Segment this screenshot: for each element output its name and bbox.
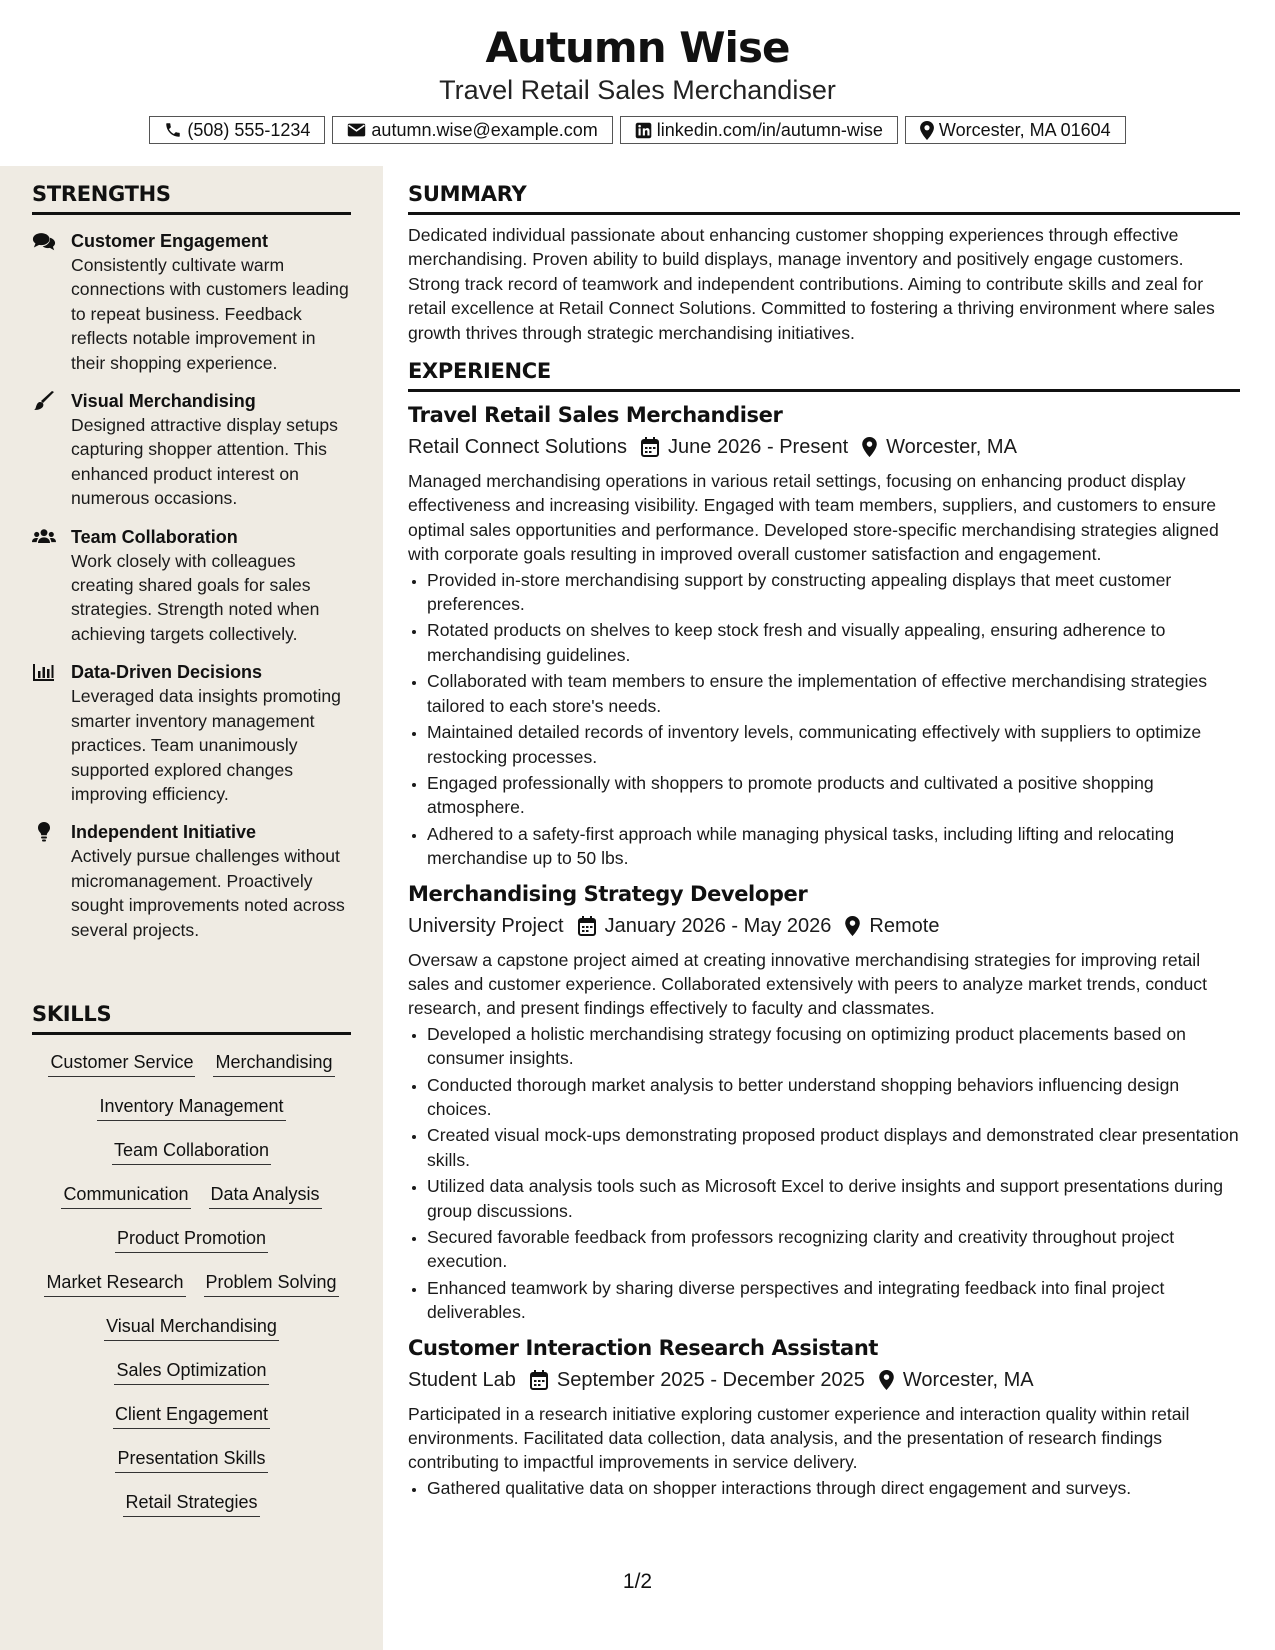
contact-location[interactable]: [905, 116, 1126, 144]
contact-bar: [0, 116, 1275, 144]
job-dates: June 2026 - Present: [668, 436, 849, 459]
job-description: Participated in a research initiative exploring customer experience and interaction quality within retail environments. Facilitated data collection, data analysis, and the presentation of research findings contributing to impactful improvements in service delivery.: [408, 1403, 1190, 1473]
candidate-name: Autumn Wise: [485, 23, 790, 72]
skill-tag: Problem Solving: [204, 1270, 339, 1297]
map-marker-icon: [920, 121, 934, 140]
calendar-icon: [641, 437, 659, 457]
skill-tag: Inventory Management: [97, 1094, 285, 1121]
contact-phone-text: (508) 555-1234: [187, 119, 311, 140]
job-bullet: • Secured favorable feedback from professors recognizing clarity and creativity throughout project execution.: [427, 1225, 1240, 1274]
job-company: Retail Connect Solutions: [408, 436, 628, 459]
strength-item: [32, 389, 351, 511]
strength-item: [32, 525, 351, 647]
sidebar: [0, 166, 383, 1650]
strength-title: Independent Initiative: [71, 822, 257, 843]
skill-tag: Customer Service: [48, 1050, 195, 1077]
skill-tag: Presentation Skills: [115, 1446, 267, 1473]
job-bullet: • Created visual mock-ups demonstrating proposed product displays and demonstrated clear presentation skills.: [427, 1123, 1240, 1172]
strength-title: Visual Merchandising: [71, 391, 256, 412]
job-title: Customer Interaction Research Assistant: [408, 1335, 879, 1360]
job-bullets: [408, 568, 1240, 871]
skills-heading: SKILLS: [32, 1002, 351, 1035]
contact-location-text: Worcester, MA 01604: [938, 119, 1111, 140]
strength-item: [32, 820, 351, 942]
skills-list: [32, 1043, 351, 1527]
skill-tag: Client Engagement: [113, 1402, 270, 1429]
skill-tag: Visual Merchandising: [104, 1314, 279, 1341]
job-entry: [408, 400, 1240, 871]
job-title: Travel Retail Sales Merchandiser: [408, 403, 783, 428]
job-description: Oversaw a capstone project aimed at creating innovative merchandising strategies for improving retail sales and customer experience. Collaborated extensively with peers to analyze market trends, conduct research, and present findings effectively to faculty and classmates.: [408, 949, 1207, 1019]
lightbulb-icon: [32, 822, 56, 842]
calendar-icon: [530, 1370, 548, 1390]
skills-section: [32, 1002, 351, 1527]
job-entry: [408, 1333, 1240, 1501]
job-company: Student Lab: [408, 1368, 516, 1391]
job-meta: [408, 911, 1240, 941]
users-icon: [32, 527, 56, 547]
contact-email[interactable]: [332, 116, 612, 144]
strength-item: [32, 660, 351, 806]
job-meta: [408, 1365, 1240, 1395]
skill-tag: Team Collaboration: [112, 1138, 271, 1165]
job-location: Remote: [869, 914, 940, 937]
job-bullet: • Utilized data analysis tools such as Microsoft Excel to derive insights and support presentations during group discussions.: [427, 1174, 1240, 1223]
job-bullet: • Maintained detailed records of inventory levels, communicating effectively with suppliers to optimize restocking processes.: [427, 720, 1240, 769]
summary-heading: SUMMARY: [408, 182, 1240, 215]
strength-description: Actively pursue challenges without micromanagement. Proactively sought improvements noted across several projects.: [71, 846, 345, 940]
job-bullet: • Developed a holistic merchandising strategy focusing on optimizing product placements based on consumer insights.: [427, 1022, 1240, 1071]
strength-description: Work closely with colleagues creating shared goals for sales strategies. Strength noted when achieving targets collectively.: [71, 550, 320, 644]
strength-title: Data-Driven Decisions: [71, 662, 263, 683]
skill-tag: Market Research: [44, 1270, 185, 1297]
phone-icon: [164, 121, 182, 139]
job-dates: January 2026 - May 2026: [604, 914, 832, 937]
map-marker-icon: [862, 437, 877, 457]
job-title: Merchandising Strategy Developer: [408, 881, 808, 906]
comments-icon: [32, 231, 56, 251]
job-bullet: • Gathered qualitative data on shopper interactions through direct engagement and surveys.: [427, 1476, 1240, 1500]
candidate-title: Travel Retail Sales Merchandiser: [439, 75, 836, 105]
linkedin-icon: [635, 122, 652, 139]
job-location: Worcester, MA: [886, 436, 1017, 459]
contact-phone[interactable]: [149, 116, 325, 144]
job-bullet: • Enhanced teamwork by sharing diverse perspectives and integrating feedback into final project deliverables.: [427, 1276, 1240, 1325]
paintbrush-icon: [32, 391, 56, 411]
job-location: Worcester, MA: [902, 1368, 1034, 1391]
job-dates: September 2025 - December 2025: [556, 1368, 865, 1391]
strength-description: Leveraged data insights promoting smarter inventory management practices. Team unanimously supported explored changes improving efficiency.: [71, 686, 341, 804]
strength-description: Consistently cultivate warm connections with customers leading to repeat business. Feedback reflects notable improvement in their shopping experience.: [71, 255, 349, 373]
contact-linkedin[interactable]: [620, 116, 898, 144]
skill-tag: Merchandising: [213, 1050, 334, 1077]
skill-tag: Sales Optimization: [114, 1358, 268, 1385]
strength-title: Team Collaboration: [71, 526, 238, 547]
map-marker-icon: [879, 1370, 894, 1390]
job-bullet: • Rotated products on shelves to keep stock fresh and visually appealing, ensuring adherence to merchandising guidelines.: [427, 618, 1240, 667]
experience-section: [408, 359, 1240, 1500]
summary-text: Dedicated individual passionate about enhancing customer shopping experiences through effective merchandising. Proven ability to build displays, manage inventory and positively engage customers. Strong track record of teamwork and independent contributions. Aiming to contribute skills and zeal for retail excellence at Retail Connect Solutions. Committed to fostering a thriving environment where sales growth thrives through strategic merchandising initiatives.: [408, 225, 1215, 343]
contact-linkedin-text: linkedin.com/in/autumn-wise: [656, 119, 883, 140]
main-column: [408, 166, 1240, 1502]
skill-tag: Retail Strategies: [123, 1490, 259, 1517]
strength-item: [32, 229, 351, 375]
strength-description: Designed attractive display setups capturing shopper attention. This enhanced product interest on numerous occasions.: [71, 415, 338, 509]
strength-title: Customer Engagement: [71, 231, 269, 251]
job-bullets: [408, 1476, 1240, 1500]
job-bullet: • Adhered to a safety-first approach while managing physical tasks, including lifting and relocating merchandise up to 50 lbs.: [427, 822, 1240, 871]
resume-header: [0, 0, 1275, 144]
job-company: University Project: [408, 914, 564, 937]
job-entry: [408, 879, 1240, 1325]
contact-email-text: autumn.wise@example.com: [371, 119, 598, 140]
strengths-heading: STRENGTHS: [32, 182, 351, 215]
page-number: 1/2: [622, 1570, 653, 1593]
job-bullet: • Collaborated with team members to ensure the implementation of effective merchandising strategies tailored to each store's needs.: [427, 669, 1240, 718]
envelope-icon: [347, 122, 366, 138]
job-bullet: • Conducted thorough market analysis to better understand shopping behaviors influencing design choices.: [427, 1073, 1240, 1122]
job-bullet: • Engaged professionally with shoppers to promote products and cultivated a positive shopping atmosphere.: [427, 771, 1240, 820]
experience-heading: EXPERIENCE: [408, 359, 1240, 392]
job-meta: [408, 432, 1240, 462]
job-description: Managed merchandising operations in various retail settings, focusing on enhancing product display effectiveness and increasing visibility. Engaged with team members, suppliers, and customers to ensure optimal sales opportunities and performance. Developed store-specific merchandising strategies aligned with corporate goals resulting in improved overall customer satisfaction and engagement.: [408, 471, 1219, 565]
skill-tag: Product Promotion: [115, 1226, 268, 1253]
summary-section: [408, 182, 1240, 345]
strengths-section: [32, 182, 351, 942]
skill-tag: Communication: [61, 1182, 190, 1209]
bar-chart-icon: [32, 662, 56, 682]
map-marker-icon: [845, 916, 860, 936]
calendar-icon: [578, 916, 596, 936]
job-bullet: • Provided in-store merchandising support by constructing appealing displays that meet customer preferences.: [427, 568, 1240, 617]
job-bullets: [408, 1022, 1240, 1325]
skill-tag: Data Analysis: [209, 1182, 322, 1209]
